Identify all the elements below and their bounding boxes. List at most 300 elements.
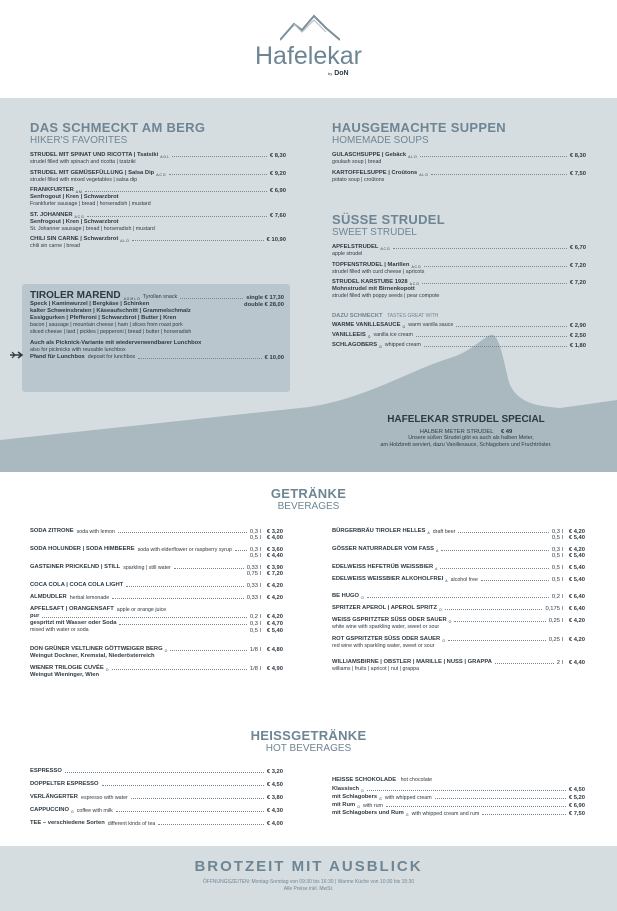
heiss-heading — [0, 728, 617, 754]
menu-item-price: € 7,60 — [269, 212, 286, 219]
leader-dots — [431, 174, 567, 175]
drink-row — [332, 593, 585, 600]
drink-row — [332, 528, 585, 535]
menu-item-en: espresso with water — [81, 794, 128, 801]
drink-row — [332, 617, 585, 624]
allergen-codes: O — [442, 638, 445, 643]
allergen-codes: A — [436, 549, 439, 553]
drink-name: ROT GSPRITZTER SÜSS ODER SAUER — [332, 635, 441, 642]
getraenke-subtitle: BEVERAGES — [277, 501, 340, 512]
menu-item-en: whipped cream — [384, 342, 421, 348]
leader-dots — [495, 663, 554, 664]
leader-dots — [445, 609, 543, 610]
drink-volume: 2 l — [556, 660, 563, 666]
marend-line: kalter Schweinsbraten | Käseaufschnitt | Grammelschmalz — [30, 308, 191, 314]
leader-dots — [126, 586, 244, 587]
drink-name-en: williams | fruits | apricot | nut | grappa — [332, 666, 420, 672]
leader-dots — [424, 346, 567, 347]
drink-row — [332, 576, 585, 583]
leader-dots — [441, 550, 549, 551]
drink-item — [332, 528, 585, 541]
arrow-icon — [10, 351, 26, 359]
drink-volume: 0,5 l — [551, 553, 563, 559]
menu-item-row — [30, 781, 283, 788]
leader-dots — [102, 785, 264, 786]
allergen-codes: O — [164, 648, 168, 653]
drink-volume: 0,25 l — [548, 618, 563, 624]
leader-dots — [42, 617, 247, 618]
drink-price: € 4,70 — [266, 621, 283, 627]
menu-item — [332, 170, 586, 184]
menu-item — [332, 262, 586, 276]
leader-dots — [85, 191, 267, 192]
berg-title: DAS SCHMECKT AM BERG — [30, 120, 206, 135]
menu-item-price: € 2,90 — [569, 322, 586, 329]
drink-item — [332, 605, 585, 612]
allergen-codes: G — [70, 810, 74, 814]
drink-name: GÖSSER NATURRADLER VOM FASS — [332, 546, 434, 552]
menu-item-price: € 4,30 — [266, 808, 283, 814]
drinks-left — [30, 528, 283, 684]
drink-row — [30, 613, 283, 620]
menu-item-en: with rum — [362, 802, 383, 809]
leader-dots — [65, 772, 264, 773]
menu-item-name: mit Schlagobers — [332, 794, 378, 800]
menu-item-row — [30, 170, 286, 177]
footer-title: BROTZEIT MIT AUSBLICK — [194, 858, 423, 875]
drink-volume: 0,2 l — [551, 594, 563, 600]
special-price: € 49 — [500, 429, 513, 435]
drink-price: € 3,20 — [266, 529, 283, 535]
leader-dots — [169, 174, 267, 175]
drink-name-en: apple or orange juice — [116, 606, 167, 613]
menu-item-price: € 7,20 — [569, 262, 586, 269]
menu-item-price: € 1,80 — [569, 342, 586, 349]
drink-item — [332, 576, 585, 583]
menu-item-name: GULASCHSUPPE | Gebäck — [332, 152, 407, 158]
strudel-section — [332, 212, 586, 352]
menu-item-price: € 2,50 — [569, 332, 586, 339]
special-section — [330, 414, 602, 448]
berg-subtitle: HIKER'S FAVORITES — [30, 135, 128, 146]
drink-row — [332, 546, 585, 553]
drink-item — [332, 546, 585, 559]
drink-price: € 5,40 — [568, 565, 585, 571]
menu-item-row — [332, 786, 585, 793]
strudel-subtitle: SWEET STRUDEL — [332, 227, 417, 238]
leader-dots — [119, 624, 246, 625]
leader-dots — [367, 790, 566, 791]
drink-detail: pur — [30, 613, 40, 619]
menu-item-en: St. Johanner sausage | bread | horseradish | mustard — [30, 225, 155, 232]
drink-row — [30, 606, 283, 613]
leader-dots — [112, 669, 247, 670]
drink-row — [30, 594, 283, 601]
lunchbox-line-en: also for picknicks with reusable lunchbox — [30, 347, 126, 353]
drink-price: € 4,40 — [568, 660, 585, 666]
menu-item-row — [30, 236, 286, 243]
menu-item — [30, 187, 286, 208]
marend-line: Essiggurken | Pfefferoni | Schwarzbrot | Butter | Kren — [30, 315, 177, 321]
drink-volume: 0,2 l — [249, 614, 261, 620]
menu-item-en: Frankfurter sausage | bread | horseradish | mustard — [30, 201, 151, 207]
menu-item-row — [30, 212, 286, 219]
drink-item — [30, 528, 283, 541]
drink-name-en: alcohol free — [450, 576, 478, 583]
pfand-price: € 10,00 — [264, 354, 284, 361]
menu-item-name: mit Rum — [332, 802, 356, 808]
menu-item-name: CAPPUCCINO — [30, 807, 69, 813]
drink-volume: 0,3 l — [551, 529, 563, 535]
drink-price: € 4,20 — [266, 614, 283, 620]
dazu-items — [332, 322, 586, 349]
drink-item — [332, 593, 585, 600]
menu-item-price: € 6,70 — [569, 245, 586, 251]
menu-item-price: € 8,30 — [269, 153, 286, 159]
suppen-subtitle: HOMEMADE SOUPS — [332, 135, 429, 146]
allergen-codes: A C G — [74, 214, 84, 219]
allergen-codes: O — [361, 596, 364, 600]
menu-item-detail: Senfrogout | Kren | Schwarzbrot — [30, 218, 119, 225]
leader-dots — [422, 283, 567, 284]
allergen-codes: O — [439, 608, 442, 612]
menu-item-name: STRUDEL MIT SPINAT UND RICOTTA | Tsatsiki — [30, 152, 159, 158]
allergen-codes: A C G — [380, 247, 390, 251]
leader-dots — [170, 650, 247, 651]
menu-item-en: chili sin carne | bread — [30, 243, 80, 249]
leader-dots — [435, 798, 566, 799]
allergen-codes: G — [379, 797, 382, 801]
menu-item-price: € 7,50 — [568, 811, 585, 817]
footer-vat: Alle Preise inkl. MwSt. — [283, 886, 334, 892]
allergen-codes: G — [367, 334, 371, 339]
heiss-subtitle: HOT BEVERAGES — [265, 743, 352, 754]
menu-item-row — [332, 152, 586, 159]
leader-dots — [116, 811, 264, 812]
allergen-codes: G — [357, 805, 360, 809]
menu-item-row — [332, 322, 586, 329]
allergen-codes: G — [405, 813, 409, 817]
menu-item-row — [30, 187, 286, 194]
menu-item-price: € 4,00 — [266, 821, 283, 827]
leader-dots — [112, 598, 244, 599]
menu-item-name: TOPFENSTRUDEL | Marillen — [332, 261, 410, 268]
drink-volume: 0,33 l — [246, 595, 261, 601]
menu-item-price: € 4,50 — [568, 787, 585, 793]
drink-price: € 4,20 — [568, 547, 585, 553]
drink-volume: 0,5 l — [551, 577, 563, 583]
menu-item-price: € 10,90 — [266, 237, 286, 243]
menu-item — [332, 152, 586, 166]
allergen-codes: A — [435, 567, 438, 571]
drink-row — [30, 646, 283, 653]
menu-item-row — [332, 802, 585, 809]
leader-dots — [458, 532, 548, 533]
berg-items — [30, 152, 286, 250]
drink-price: € 3,90 — [266, 565, 283, 571]
menu-item — [332, 244, 586, 258]
heiss-title: HEISSGETRÄNKE — [250, 728, 367, 743]
drink-volume: 0,3 l — [249, 621, 261, 627]
allergen-codes: A — [445, 579, 448, 583]
leader-dots — [456, 326, 567, 327]
menu-item-name: STRUDEL KARSTUBE 1928 — [332, 279, 408, 285]
leader-dots — [87, 216, 267, 217]
menu-item-detail: Senfrogout | Kren | Schwarzbrot — [30, 194, 119, 200]
menu-item-price: € 4,50 — [266, 782, 283, 788]
drink-price: € 7,20 — [266, 571, 283, 577]
drink-item — [332, 636, 585, 650]
drink-row — [332, 605, 585, 612]
menu-item-price: € 8,30 — [569, 153, 586, 159]
drink-price: € 5,40 — [568, 577, 585, 583]
suppen-title: HAUSGEMACHTE SUPPEN — [332, 120, 506, 135]
menu-item-name: ST. JOHANNER — [30, 211, 73, 218]
drink-name: EDELWEISS HEFETRÜB WEISSBIER — [332, 564, 434, 570]
drink-name: GASTEINER PRICKELND | STILL — [30, 564, 121, 570]
menu-item — [30, 152, 286, 166]
drink-row — [332, 564, 585, 571]
drink-name-en: herbal lemonade — [69, 594, 110, 601]
marend-line-en: bacon | sausage | mountain cheese | ham | slices from roast pork — [30, 322, 183, 328]
menu-item — [332, 279, 586, 300]
leader-dots — [172, 156, 267, 157]
drink-name-en: soda with lemon — [76, 528, 115, 535]
leader-dots — [235, 550, 247, 551]
allergen-codes: G — [402, 324, 406, 329]
menu-item-en: strudel filled with poppy seeds | pear compote — [332, 293, 440, 299]
menu-item-row — [30, 768, 283, 775]
allergen-codes: A L O — [120, 239, 129, 243]
drink-item — [30, 564, 283, 577]
menu-item-price: € 9,20 — [269, 170, 286, 177]
menu-item — [30, 170, 286, 184]
menu-item-name: VANILLEEIS — [332, 331, 366, 338]
leader-dots — [424, 266, 567, 267]
drink-name: SODA HOLUNDER | SODA HIMBEERE — [30, 546, 135, 552]
pfand-label-en: deposit for lunchbox — [87, 354, 136, 360]
drink-name-en: draft beer — [432, 528, 456, 535]
menu-item-row — [30, 152, 286, 159]
drink-item — [332, 564, 585, 571]
drink-detail: gespritzt mit Wasser oder Soda — [30, 620, 117, 626]
marend-line-en: sliced cheese | lard | pickles | pepperoni | bread | butter | horseradish — [30, 328, 192, 335]
drink-row — [30, 571, 283, 577]
lunchbox-line: Auch als Picknick-Variante mit wiederverwendbarer Lunchbox — [30, 340, 202, 346]
allergen-codes: A L O — [419, 172, 428, 177]
leader-dots — [367, 597, 549, 598]
drink-row — [332, 553, 585, 559]
drink-volume: 1/8 l — [249, 665, 261, 672]
drink-volume: 1/8 l — [249, 646, 261, 653]
menu-item-row — [332, 794, 585, 801]
chocolate-title-en: hot chocolate — [400, 777, 433, 783]
menu-item-name: mit Schlagobers und Rum — [332, 810, 404, 816]
drink-name: COCA COLA | COCA COLA LIGHT — [30, 582, 124, 588]
drink-volume: 0,3 l — [249, 547, 261, 553]
menu-item-row — [30, 794, 283, 801]
menu-item-price: € 6,90 — [269, 188, 286, 194]
menu-item-row — [332, 244, 586, 251]
marend-price-single: single € 17,30 — [246, 295, 284, 301]
drink-volume: 0,33 l — [246, 565, 261, 571]
allergen-codes: G — [361, 789, 364, 793]
marend-title-en: Tyrollan snack — [142, 294, 178, 301]
menu-item-en: strudel filled with curd cheese | apricots — [332, 268, 425, 275]
drink-volume: 0,5 l — [249, 553, 261, 559]
menu-item-price: € 7,20 — [569, 280, 586, 286]
menu-item — [30, 212, 286, 233]
menu-item-row — [30, 807, 283, 814]
drink-price: € 4,90 — [266, 665, 283, 672]
menu-item-row — [30, 820, 283, 827]
drink-price: € 5,40 — [568, 553, 585, 559]
drink-row — [332, 535, 585, 541]
drink-item — [30, 646, 283, 660]
drink-volume: 0,3 l — [249, 529, 261, 535]
menu-item-name: KARTOFFELSUPPE | Croûtons — [332, 169, 418, 176]
drink-price: € 4,20 — [568, 636, 585, 643]
drink-row — [30, 546, 283, 553]
leader-dots — [386, 806, 566, 807]
drink-name: SPRITZER APEROL | APEROL SPRITZ — [332, 605, 438, 611]
menu-item-price: € 7,50 — [569, 170, 586, 177]
drink-name-en: red wine with sparkling water, sweet or sour — [332, 642, 435, 649]
allergen-codes: A M — [75, 190, 82, 194]
footer — [0, 846, 617, 911]
menu-item-row — [332, 810, 585, 817]
drink-item — [30, 546, 283, 559]
special-line1: HALBER METER STRUDEL — [419, 429, 494, 435]
drink-name-en: sparkling | still water — [123, 564, 171, 571]
menu-item-row — [332, 279, 586, 286]
strudel-title: SÜSSE STRUDEL — [332, 212, 445, 227]
drink-volume: 0,75 l — [246, 571, 261, 577]
menu-item-row — [332, 332, 586, 339]
allergen-codes: A C G — [156, 172, 166, 177]
menu-item-row — [332, 170, 586, 177]
drink-volume: 0,25 l — [548, 636, 563, 643]
drink-item — [332, 617, 585, 631]
drink-detail-en: mixed with water or soda — [30, 627, 89, 633]
suppen-section — [332, 120, 586, 187]
menu-item-name: STRUDEL MIT GEMÜSEFÜLLUNG | Salsa Dip — [30, 169, 155, 176]
drink-name-en: soda with elderflower or raspberry syrup — [137, 546, 232, 553]
heiss-right-section — [332, 768, 585, 818]
berg-section — [30, 120, 286, 254]
special-title: HAFELEKAR STRUDEL SPECIAL — [387, 414, 545, 425]
drink-detail: Weingut Dockner, Kremstal, Niederösterreich — [30, 652, 155, 659]
drink-price: € 4,20 — [568, 529, 585, 535]
drink-row — [30, 528, 283, 535]
drink-row — [332, 659, 585, 666]
drink-row — [30, 665, 283, 672]
leader-dots — [416, 336, 567, 337]
menu-item-en: potato soup | croûtons — [332, 176, 385, 183]
drink-row — [30, 564, 283, 571]
drink-price: € 6,40 — [568, 594, 585, 600]
pfand-label: Pfand für Lunchbox — [30, 353, 85, 360]
getraenke-heading — [0, 486, 617, 512]
getraenke-title: GETRÄNKE — [270, 486, 347, 501]
drink-volume: 0,5 l — [249, 535, 261, 541]
marend-title: TIROLER MAREND — [30, 290, 121, 301]
special-line2: Unsere süßen Strudel gibt es auch als halben Meter, — [408, 435, 534, 441]
leader-dots — [393, 248, 567, 249]
special-line3: am Holzbrett serviert, dazu Vanillesauce, Schlagobers und Fruchtröster. — [380, 441, 552, 448]
allergen-codes: A — [427, 531, 430, 535]
leader-dots — [158, 824, 264, 825]
drink-item — [30, 665, 283, 679]
drink-name: DON GRÜNER VELTLINER GÖTTWEIGER BERG — [30, 645, 163, 652]
menu-item-en: vanilla ice cream — [373, 332, 413, 338]
menu-item — [30, 236, 286, 250]
menu-item-name: Klassisch — [332, 786, 360, 792]
drink-name: WIENER TRILOGIE CUVÉE — [30, 664, 104, 671]
leader-dots — [420, 156, 567, 157]
drink-row — [30, 627, 283, 634]
drink-row — [30, 582, 283, 589]
leader-dots — [482, 814, 566, 815]
menu-item-name: ESPRESSO — [30, 768, 62, 774]
drink-item — [30, 606, 283, 634]
drink-name: SODA ZITRONE — [30, 528, 74, 534]
suppen-items — [332, 152, 586, 183]
leader-dots — [132, 240, 264, 241]
allergen-codes: O — [105, 667, 109, 672]
leader-dots — [448, 640, 546, 641]
drink-price: € 4,80 — [266, 646, 283, 653]
header — [0, 0, 617, 98]
drink-volume: 0,33 l — [246, 583, 261, 589]
drink-price: € 5,40 — [568, 535, 585, 541]
drink-item — [30, 582, 283, 589]
brand-name: Hafelekar — [255, 42, 362, 70]
allergen-codes: A G L — [160, 155, 169, 159]
menu-item-detail: Mohnstrudel mit Birnenkopott — [332, 286, 415, 292]
drink-row — [30, 620, 283, 627]
leader-dots — [440, 568, 548, 569]
menu-item-name: APFELSTRUDEL — [332, 244, 379, 250]
menu-item-name: CHILI SIN CARNE | Schwarzbrot — [30, 236, 119, 242]
drink-row — [30, 535, 283, 541]
heiss-right — [332, 786, 585, 817]
menu-item-en: with whipped cream — [384, 794, 432, 801]
marend-section — [30, 290, 284, 361]
drink-name: ALMDUDLER — [30, 594, 67, 600]
menu-item-en: coffee with milk — [76, 807, 113, 814]
menu-item-price: € 6,90 — [568, 803, 585, 809]
drink-price: € 4,20 — [568, 618, 585, 624]
menu-item-en: strudel filled with mixed vegetables | salsa dip — [30, 176, 138, 183]
leader-dots — [131, 798, 264, 799]
menu-item-name: VERLÄNGERTER — [30, 794, 78, 800]
leader-dots — [454, 621, 545, 622]
drink-item — [332, 659, 585, 673]
menu-item-en: warm vanilla sauce — [408, 322, 454, 328]
drink-price: € 5,40 — [266, 627, 283, 634]
menu-item-name: SCHLAGOBERS — [332, 341, 378, 348]
menu-item-name: DOPPELTER ESPRESSO — [30, 781, 99, 787]
drink-price: € 4,00 — [266, 535, 283, 541]
drink-volume: 0,5 l — [551, 535, 563, 541]
marend-price-double: double € 28,00 — [244, 302, 284, 308]
menu-item-price: € 3,80 — [266, 795, 283, 801]
drink-volume: 0,5 l — [249, 627, 261, 634]
menu-item-en: with whipped cream and rum — [411, 810, 480, 817]
drink-volume: 0,5 l — [551, 565, 563, 571]
drink-price: € 4,20 — [266, 583, 283, 589]
